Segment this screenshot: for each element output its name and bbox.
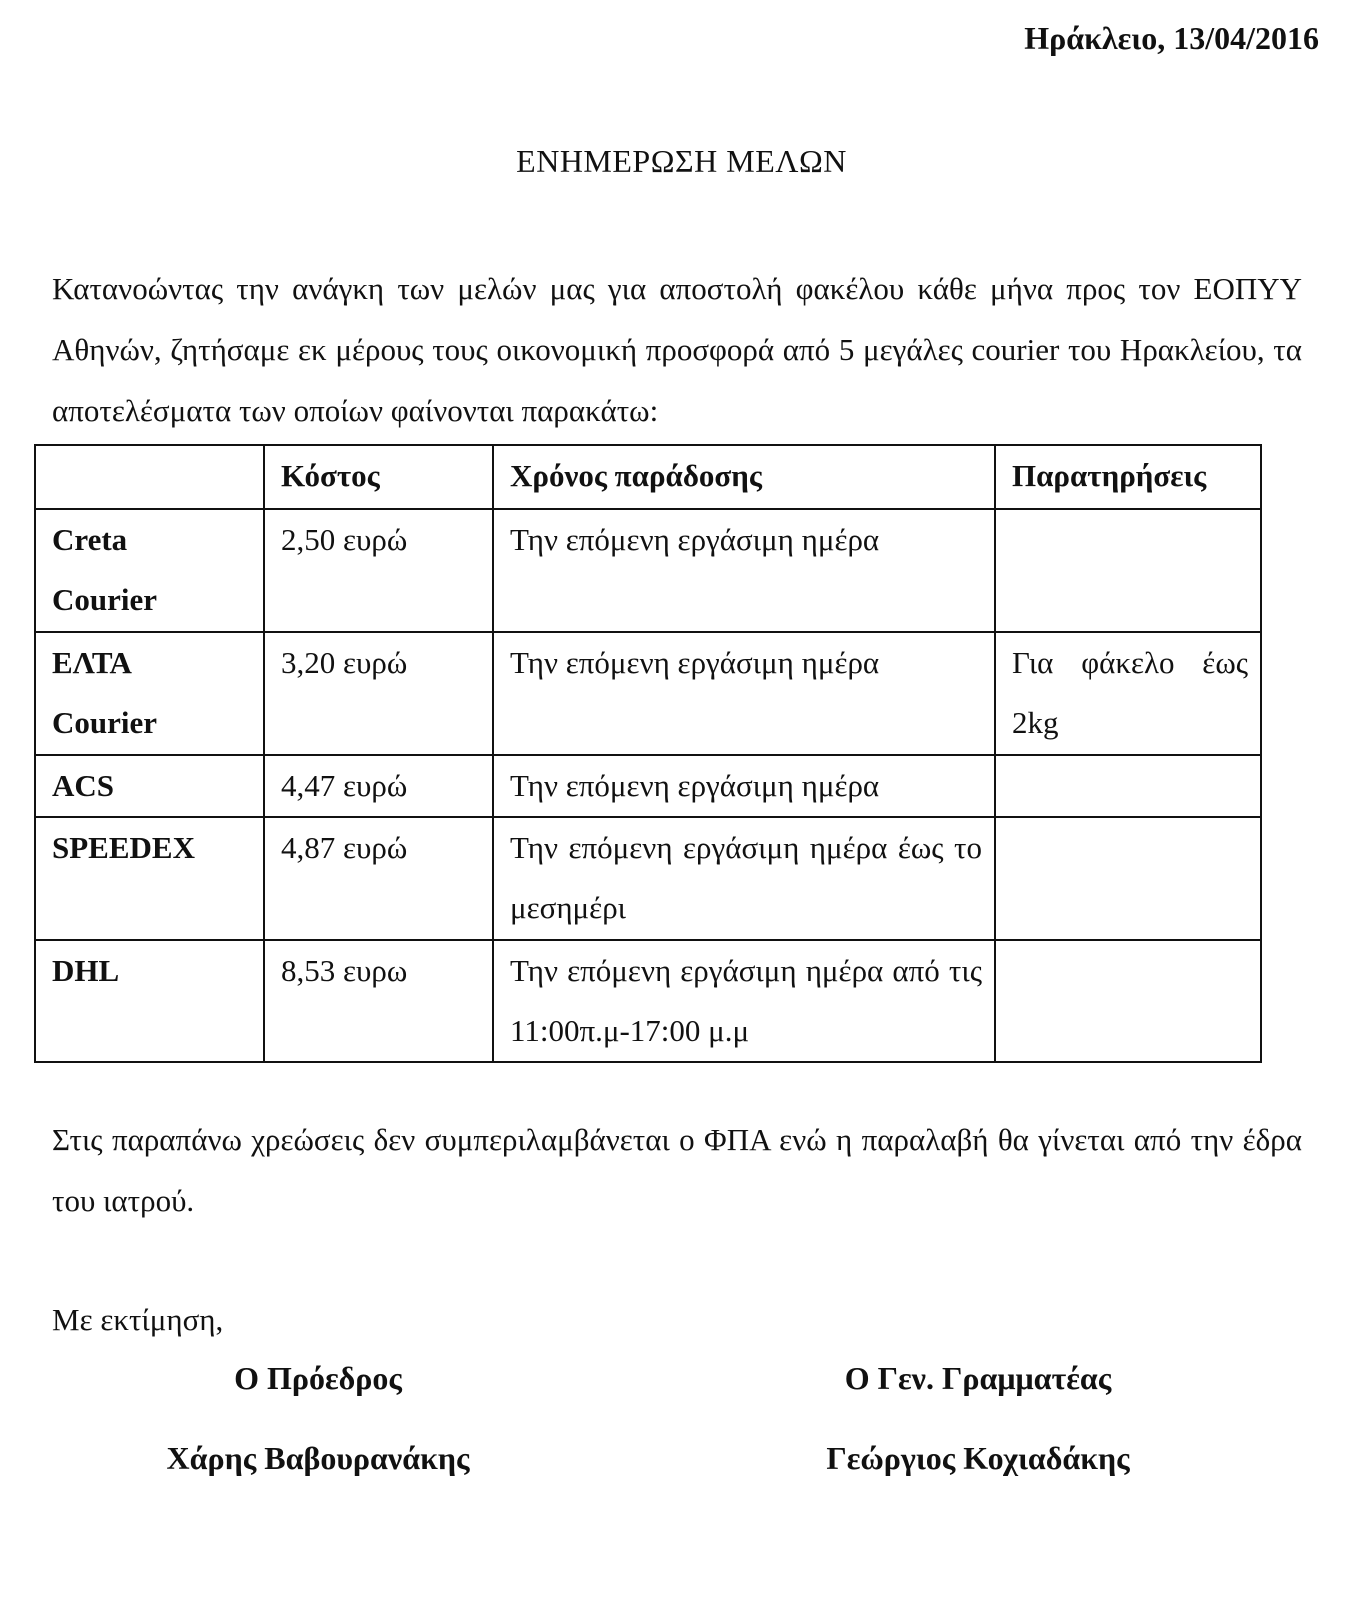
- table-header-row: [35, 445, 1261, 509]
- courier-notes: [995, 817, 1261, 940]
- table-row: [35, 632, 1261, 755]
- header-notes: Παρατηρήσεις: [995, 445, 1261, 509]
- table-row: [35, 509, 1261, 632]
- courier-cost: 4,87 ευρώ: [264, 817, 493, 940]
- courier-notes: [995, 940, 1261, 1062]
- footnote-paragraph: Στις παραπάνω χρεώσεις δεν συμπεριλαμβάνεται ο ΦΠΑ ενώ η παραλαβή θα γίνεται από την έδρα του ιατρού.: [52, 1122, 1302, 1218]
- courier-notes: Για φάκελο έως 2kg: [995, 632, 1261, 755]
- intro-paragraph: Κατανοώντας την ανάγκη των μελών μας για αποστολή φακέλου κάθε μήνα προς τον ΕΟΠΥΥ Αθηνών, ζητήσαμε εκ μέρους τους οικονομική προσφορά από 5 μεγάλες courier του Ηρακλείου, τα αποτελέσματα των οποίων φαίνονται παρακάτω:: [52, 271, 1302, 428]
- courier-cost: 4,47 ευρώ: [264, 755, 493, 817]
- courier-cost: 3,20 ευρώ: [264, 632, 493, 755]
- signature-name: Χάρης Βαβουρανάκης: [166, 1440, 470, 1476]
- courier-delivery-time: Την επόμενη εργάσιμη ημέρα έως το μεσημέρι: [493, 817, 995, 940]
- signature-role: Ο Πρόεδρος: [234, 1360, 402, 1396]
- courier-delivery-time: Την επόμενη εργάσιμη ημέρα: [493, 632, 995, 755]
- signature-name: Γεώργιος Κοχιαδάκης: [826, 1440, 1130, 1476]
- page-title: ΕΝΗΜΕΡΩΣΗ ΜΕΛΩΝ: [516, 143, 847, 179]
- courier-delivery-time: Την επόμενη εργάσιμη ημέρα από τις 11:00π.μ-17:00 μ.μ: [493, 940, 995, 1062]
- signature-secretary: [728, 1360, 1228, 1477]
- courier-notes: [995, 755, 1261, 817]
- courier-name: SPEEDEX: [35, 817, 264, 940]
- closing-line: Με εκτίμηση,: [52, 1302, 224, 1337]
- courier-cost: 8,53 ευρω: [264, 940, 493, 1062]
- header-delivery-time: Χρόνος παράδοσης: [493, 445, 995, 509]
- header-empty: [35, 445, 264, 509]
- courier-notes: [995, 509, 1261, 632]
- signature-role: Ο Γεν. Γραμματέας: [844, 1360, 1112, 1396]
- courier-table: [34, 444, 1262, 1063]
- courier-cost: 2,50 ευρώ: [264, 509, 493, 632]
- courier-delivery-time: Την επόμενη εργάσιμη ημέρα: [493, 509, 995, 632]
- courier-name: DHL: [35, 940, 264, 1062]
- table-row: [35, 755, 1261, 817]
- table-row: [35, 940, 1261, 1062]
- date-line: Ηράκλειο, 13/04/2016: [1024, 20, 1319, 56]
- courier-name: ACS: [35, 755, 264, 817]
- courier-delivery-time: Την επόμενη εργάσιμη ημέρα: [493, 755, 995, 817]
- courier-name: ΕΛΤΑ Courier: [35, 632, 264, 755]
- courier-name: Creta Courier: [35, 509, 264, 632]
- signature-president: [68, 1360, 568, 1477]
- table-row: [35, 817, 1261, 940]
- header-cost: Κόστος: [264, 445, 493, 509]
